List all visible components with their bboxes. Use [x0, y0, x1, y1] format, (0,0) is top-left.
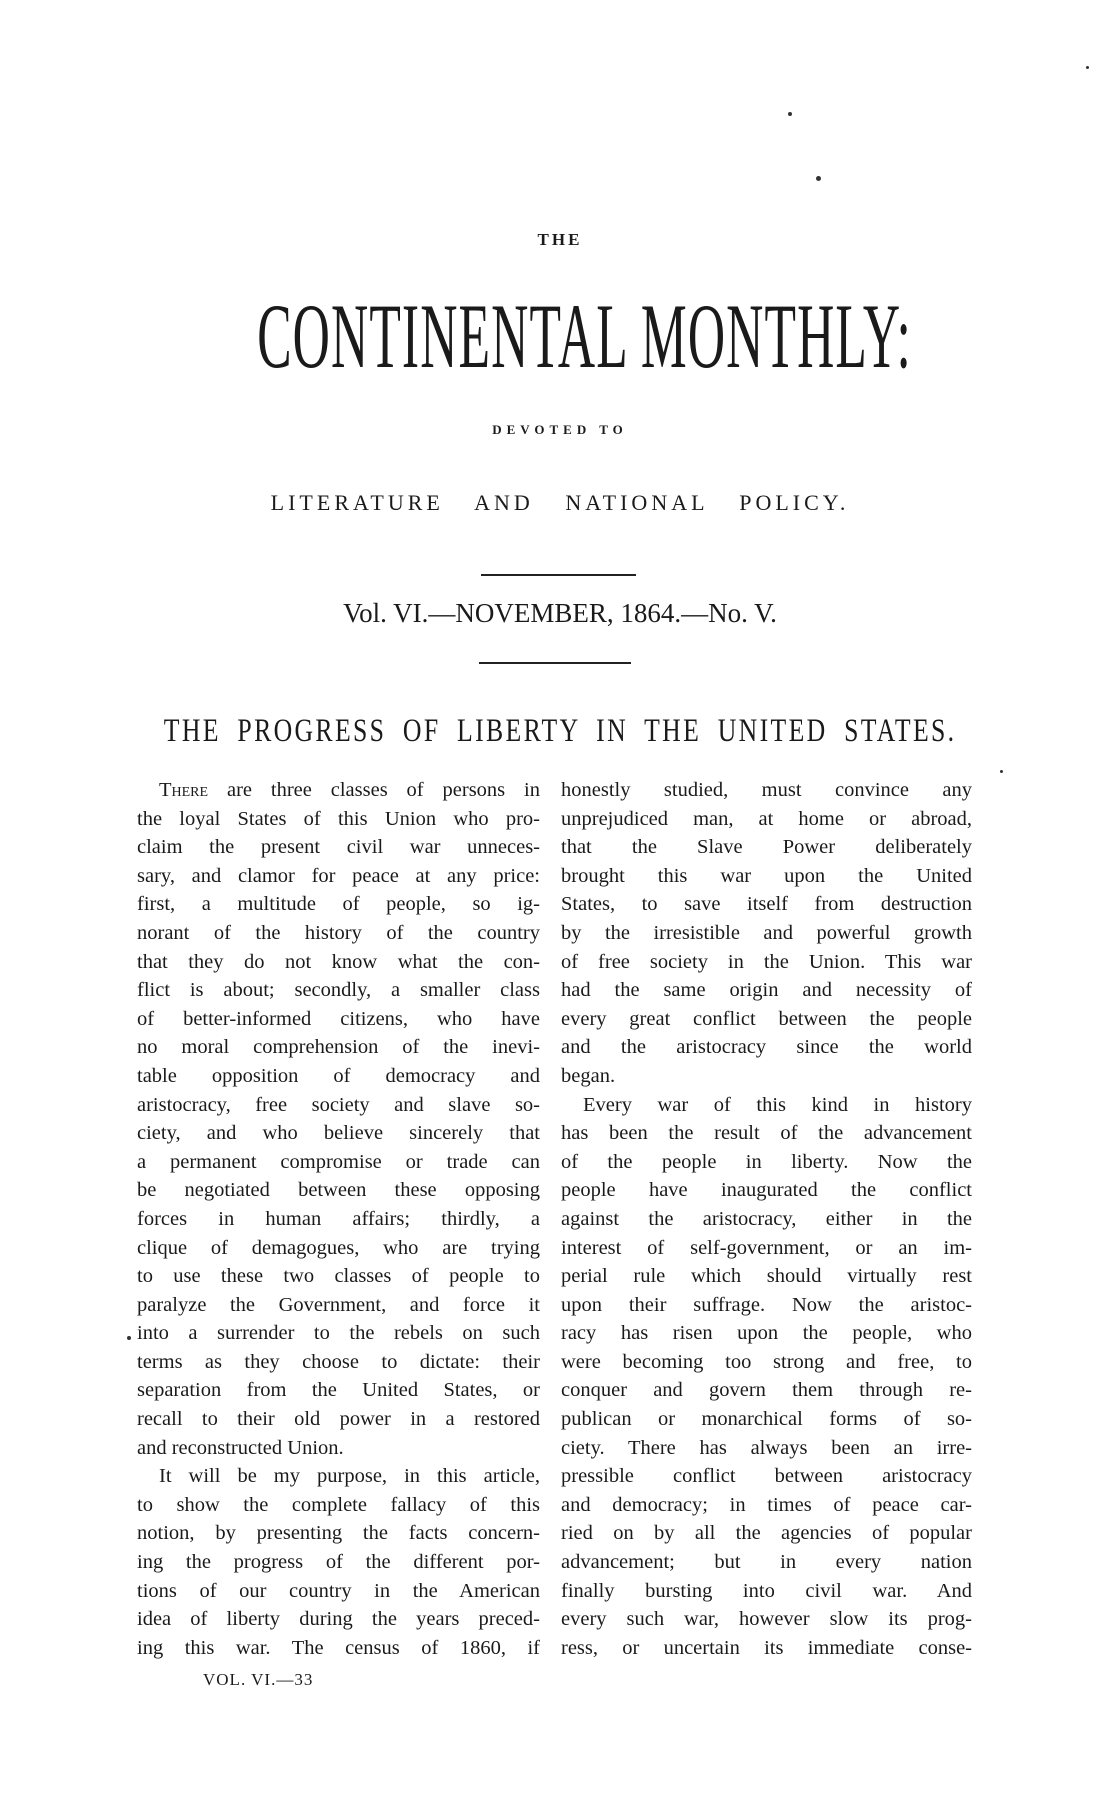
text-line: has been the result of the advancement [561, 1122, 972, 1145]
scan-speck [1000, 770, 1003, 773]
text-line: every such war, however slow its prog- [561, 1608, 972, 1631]
text-line: perial rule which should virtually rest [561, 1265, 972, 1288]
text-line: of the people in liberty. Now the [561, 1150, 972, 1173]
magazine-subtitle: LITERATURE AND NATIONAL POLICY. [270, 490, 850, 515]
text-line: ing the progress of the different por- [137, 1551, 540, 1574]
devoted-to-label: DEVOTED TO [492, 422, 628, 437]
text-line: ress, or uncertain its immediate conse- [561, 1636, 972, 1659]
text-line: It will be my purpose, in this article, [159, 1465, 540, 1488]
text-line: paralyze the Government, and force it [137, 1293, 540, 1316]
magazine-title: CONTINENTAL MONTHLY: [257, 285, 912, 387]
text-line: claim the present civil war unneces- [137, 836, 540, 859]
text-line: upon their suffrage. Now the aristoc- [561, 1293, 972, 1316]
text-line: tions of our country in the American [137, 1579, 540, 1602]
text-line: idea of liberty during the years preced- [137, 1608, 540, 1631]
text-line: no moral comprehension of the inevi- [137, 1036, 540, 1059]
text-line: ing this war. The census of 1860, if [137, 1636, 540, 1659]
scan-speck [127, 1336, 131, 1340]
magazine-title-container [0, 285, 1120, 390]
issue-line [0, 598, 1120, 629]
text-line: began. [561, 1064, 616, 1087]
masthead-the: THE [537, 230, 583, 249]
text-line: had the same origin and necessity of [561, 979, 972, 1002]
lead-word: There [159, 779, 209, 801]
text-line: first, a multitude of people, so ig- [137, 893, 540, 916]
article-title: THE PROGRESS OF LIBERTY IN THE UNITED STATES. [163, 713, 957, 749]
text-line: into a surrender to the rebels on such [137, 1322, 540, 1345]
issue-date: —NOVEMBER, 1864.— [428, 598, 709, 628]
text-line: conquer and govern them through re- [561, 1379, 972, 1402]
text-line: There are three classes of persons in [159, 779, 540, 801]
text-line: Every war of this kind in history [583, 1093, 972, 1116]
article-title-container [0, 713, 1120, 750]
text-line: every great conflict between the people [561, 1007, 972, 1030]
text-line: aristocracy, free society and slave so- [137, 1093, 540, 1116]
text-column-right [561, 776, 972, 1662]
text-line: publican or monarchical forms of so- [561, 1408, 972, 1431]
divider-rule-bottom [479, 662, 631, 664]
text-line: a permanent compromise or trade can [137, 1150, 540, 1173]
text-line: the loyal States of this Union who pro- [137, 807, 540, 830]
text-line: by the irresistible and powerful growth [561, 921, 972, 944]
text-line: unprejudiced man, at home or abroad, [561, 807, 972, 830]
divider-rule-top [481, 574, 636, 576]
text-line: against the aristocracy, either in the [561, 1207, 972, 1230]
text-line: brought this war upon the United [561, 864, 972, 887]
text-line: forces in human affairs; thirdly, a [137, 1207, 540, 1230]
text-line: be negotiated between these opposing [137, 1179, 540, 1202]
scan-speck [816, 176, 821, 181]
scan-speck [1086, 66, 1089, 69]
text-line: and reconstructed Union. [137, 1436, 344, 1459]
text-line: advancement; but in every nation [561, 1551, 972, 1574]
text-line: pressible conflict between aristocracy [561, 1465, 972, 1488]
text-line: that the Slave Power deliberately [561, 836, 972, 859]
text-line: terms as they choose to dictate: their [137, 1350, 540, 1373]
text-line: notion, by presenting the facts concern- [137, 1522, 540, 1545]
text-line: norant of the history of the country [137, 921, 540, 944]
issue-number: No. V. [708, 598, 777, 628]
text-line: clique of demagogues, who are trying [137, 1236, 540, 1259]
text-line: flict is about; secondly, a smaller class [137, 979, 540, 1002]
text-line: of free society in the Union. This war [561, 950, 972, 973]
scan-speck [788, 112, 792, 116]
text-line: and the aristocracy since the world [561, 1036, 972, 1059]
text-line: separation from the United States, or [137, 1379, 540, 1402]
text-line: ried on by all the agencies of popular [561, 1522, 972, 1545]
text-line: sary, and clamor for peace at any price: [137, 864, 540, 887]
text-line: States, to save itself from destruction [561, 893, 972, 916]
text-line: racy has risen upon the people, who [561, 1322, 972, 1345]
text-column-left [137, 776, 540, 1662]
text-line: were becoming too strong and free, to [561, 1350, 972, 1373]
text-line: to show the complete fallacy of this [137, 1493, 540, 1516]
text-line: finally bursting into civil war. And [561, 1579, 972, 1602]
text-line: interest of self-government, or an im- [561, 1236, 972, 1259]
text-line: ciety, and who believe sincerely that [137, 1122, 540, 1145]
text-line: recall to their old power in a restored [137, 1408, 540, 1431]
signature-mark: VOL. VI.—33 [203, 1670, 314, 1689]
text-line: ciety. There has always been an irre- [561, 1436, 972, 1459]
text-line: and democracy; in times of peace car- [561, 1493, 972, 1516]
text-line: people have inaugurated the conflict [561, 1179, 972, 1202]
text-line: to use these two classes of people to [137, 1265, 540, 1288]
text-line: honestly studied, must convince any [561, 779, 972, 801]
text-line: that they do not know what the con- [137, 950, 540, 973]
text-line: table opposition of democracy and [137, 1064, 540, 1087]
issue-volume: Vol. VI. [343, 598, 429, 628]
text-line: of better-informed citizens, who have [137, 1007, 540, 1030]
